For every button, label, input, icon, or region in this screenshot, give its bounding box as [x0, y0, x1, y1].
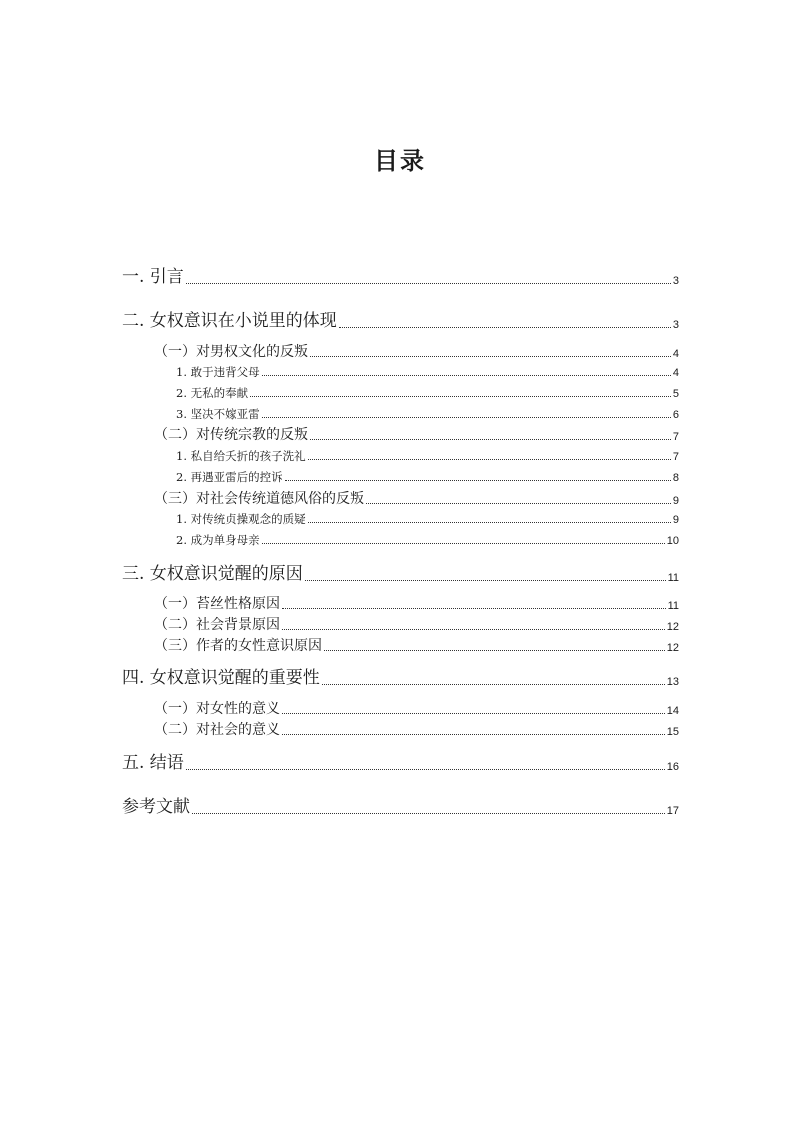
toc-entry-label: 1. 对传统贞操观念的质疑	[176, 512, 306, 526]
dot-leader	[282, 734, 665, 735]
toc-page-number: 11	[667, 600, 679, 612]
toc-entry-section-2-3[interactable]	[154, 490, 679, 508]
toc-page-number: 12	[666, 621, 679, 633]
toc-entry-chapter-4[interactable]	[122, 667, 679, 689]
toc-entry-label: 2. 无私的奉献	[176, 386, 249, 400]
toc-page-number: 3	[672, 275, 679, 287]
toc-page-number: 7	[672, 451, 679, 463]
dot-leader	[308, 459, 671, 460]
toc-entry-label: 1. 私自给夭折的孩子洗礼	[176, 449, 306, 463]
dot-leader	[186, 769, 665, 770]
toc-page-number: 16	[666, 761, 679, 773]
toc-entry-label: 一. 引言	[122, 267, 184, 287]
toc-entry-section-2-2[interactable]	[154, 426, 679, 444]
toc-entry-subsection[interactable]	[176, 365, 679, 380]
toc-entry-label: （一）苔丝性格原因	[154, 596, 280, 612]
dot-leader	[305, 580, 666, 581]
dot-leader	[285, 480, 671, 481]
toc-entry-label: 四. 女权意识觉醒的重要性	[122, 668, 320, 688]
toc-entry-conclusion[interactable]	[122, 752, 679, 774]
dot-leader	[262, 375, 671, 376]
toc-entry-label: （三）作者的女性意识原因	[154, 638, 322, 654]
toc-page-number: 6	[672, 409, 679, 421]
toc-entry-references[interactable]	[122, 796, 679, 818]
toc-entry-section-3-2[interactable]	[154, 616, 679, 634]
toc-entry-label: 2. 再遇亚雷后的控诉	[176, 470, 283, 484]
page-title: 目录	[374, 147, 426, 175]
dot-leader	[262, 417, 671, 418]
dot-leader	[366, 503, 671, 504]
toc-entry-subsection[interactable]	[176, 386, 679, 401]
dot-leader	[186, 283, 671, 284]
toc-page-number: 11	[667, 572, 679, 584]
toc-page-number: 4	[672, 348, 679, 360]
toc-entry-label: 参考文献	[122, 797, 190, 817]
toc-entry-subsection[interactable]	[176, 533, 679, 548]
toc-entry-chapter-3[interactable]	[122, 563, 679, 585]
toc-page-number: 5	[672, 388, 679, 400]
dot-leader	[282, 713, 665, 714]
toc-entry-subsection[interactable]	[176, 512, 679, 527]
toc-entry-introduction[interactable]	[122, 266, 679, 288]
toc-entry-label: （三）对社会传统道德风俗的反叛	[154, 491, 364, 507]
dot-leader	[339, 327, 671, 328]
toc-entry-section-3-3[interactable]	[154, 637, 679, 655]
toc-entry-label: （一）对男权文化的反叛	[154, 344, 308, 360]
toc-entry-label: 1. 敢于违背父母	[176, 365, 260, 379]
toc-page-number: 14	[666, 705, 679, 717]
toc-page-number: 9	[672, 514, 679, 526]
toc-page-number: 7	[672, 431, 679, 443]
toc-page-number: 8	[672, 472, 679, 484]
toc-page-number: 10	[666, 535, 679, 547]
toc-entry-subsection[interactable]	[176, 470, 679, 485]
toc-entry-label: 3. 坚决不嫁亚雷	[176, 407, 260, 421]
dot-leader	[250, 396, 671, 397]
toc-entry-label: （二）社会背景原因	[154, 617, 280, 633]
toc-entry-subsection[interactable]	[176, 449, 679, 464]
toc-page-number: 4	[672, 367, 679, 379]
toc-page-number: 15	[666, 726, 679, 738]
dot-leader	[310, 356, 671, 357]
toc-entry-chapter-2[interactable]	[122, 310, 679, 332]
dot-leader	[322, 684, 665, 685]
toc-entry-label: 三. 女权意识觉醒的原因	[122, 564, 303, 584]
toc-entry-label: 2. 成为单身母亲	[176, 533, 260, 547]
toc-page-number: 17	[666, 805, 679, 817]
toc-entry-label: 二. 女权意识在小说里的体现	[122, 311, 337, 331]
toc-entry-section-4-2[interactable]	[154, 721, 679, 739]
toc-entry-section-3-1[interactable]	[154, 595, 679, 613]
dot-leader	[282, 629, 665, 630]
dot-leader	[282, 608, 666, 609]
toc-entry-label: （二）对传统宗教的反叛	[154, 427, 308, 443]
toc-entry-label: （二）对社会的意义	[154, 722, 280, 738]
dot-leader	[262, 543, 665, 544]
dot-leader	[310, 439, 671, 440]
toc-entry-section-4-1[interactable]	[154, 700, 679, 718]
toc-entry-section-2-1[interactable]	[154, 343, 679, 361]
dot-leader	[192, 813, 665, 814]
toc-page-number: 12	[666, 642, 679, 654]
toc-entry-subsection[interactable]	[176, 407, 679, 422]
dot-leader	[308, 522, 671, 523]
toc-entry-label: 五. 结语	[122, 753, 184, 773]
toc-page-number: 9	[672, 495, 679, 507]
dot-leader	[324, 650, 665, 651]
toc-page-number: 13	[666, 676, 679, 688]
toc-page-number: 3	[672, 319, 679, 331]
toc-entry-label: （一）对女性的意义	[154, 701, 280, 717]
